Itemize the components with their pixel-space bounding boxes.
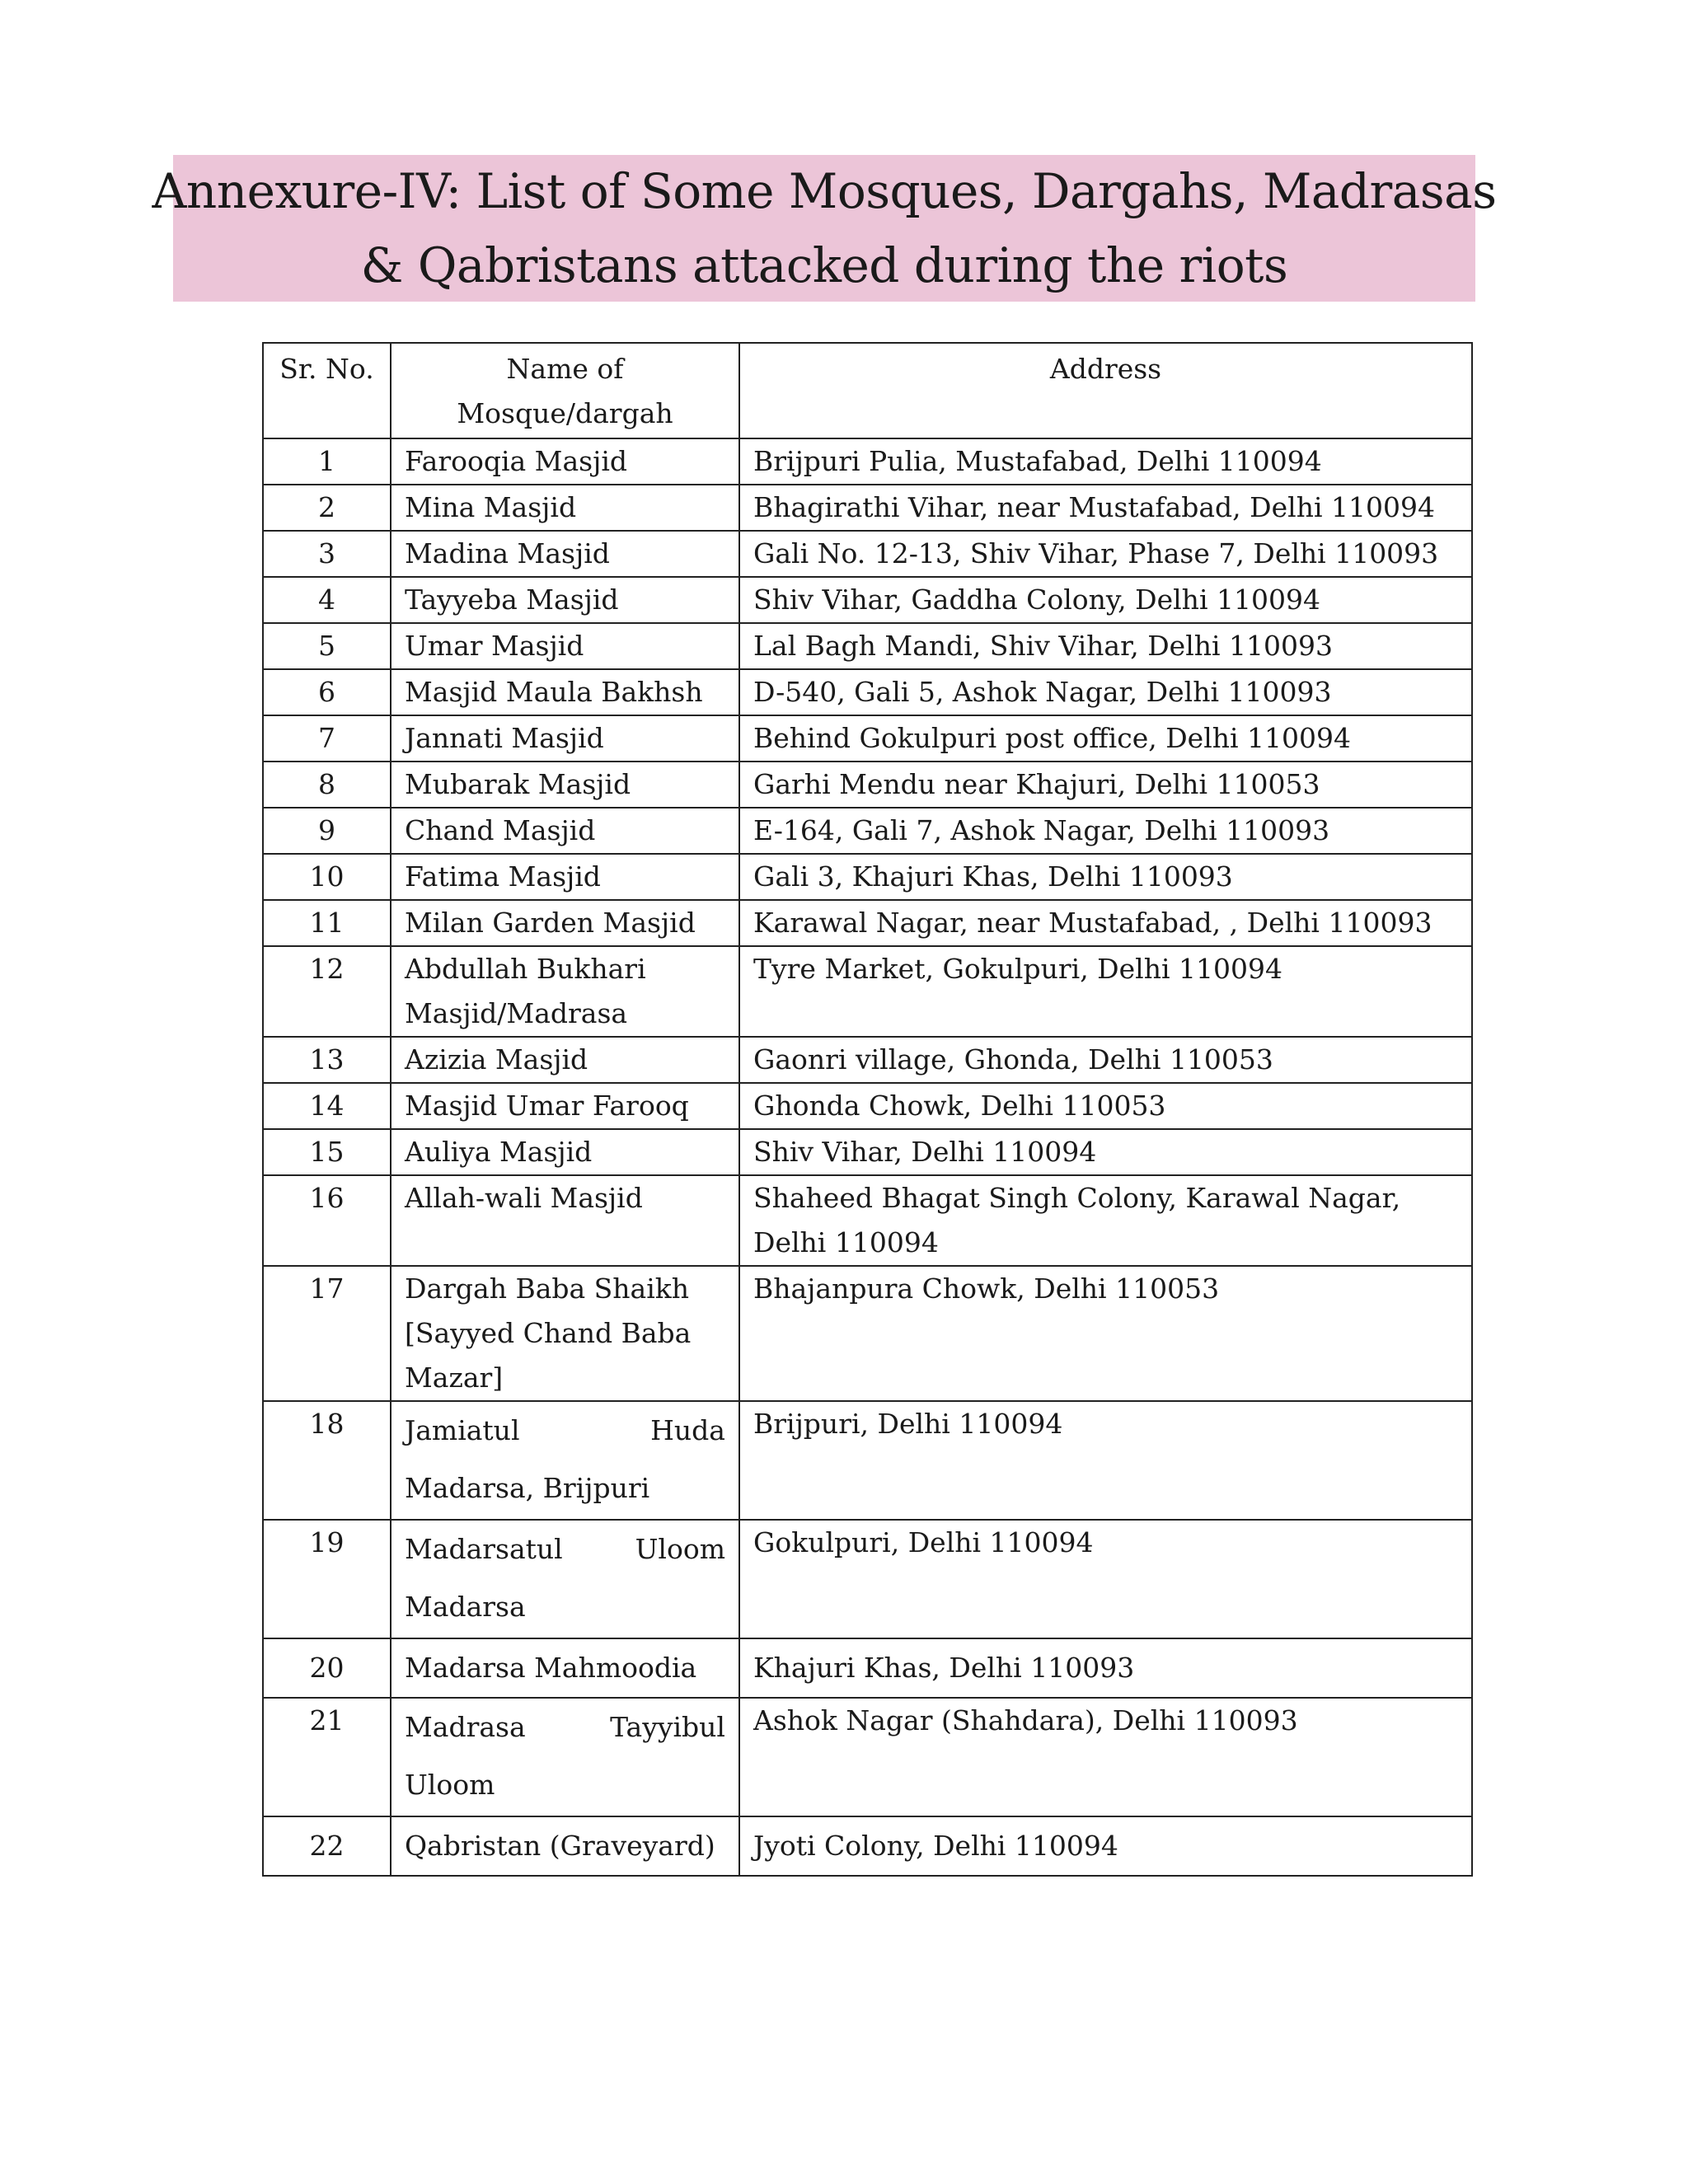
- cell-sr-no: 7: [263, 715, 391, 762]
- table-row: [263, 1083, 1472, 1129]
- table-row: [263, 1638, 1472, 1698]
- cell-name: Auliya Masjid: [391, 1129, 739, 1175]
- cell-name: Mubarak Masjid: [391, 762, 739, 808]
- table-row: [263, 669, 1472, 715]
- cell-address: Tyre Market, Gokulpuri, Delhi 110094: [739, 946, 1472, 1037]
- cell-name: Farooqia Masjid: [391, 438, 739, 485]
- page-title-line-1: Annexure-IV: List of Some Mosques, Dargahs, Madrasas: [152, 163, 1497, 219]
- cell-name: Milan Garden Masjid: [391, 900, 739, 946]
- cell-sr-no: 13: [263, 1037, 391, 1083]
- table-row: [263, 1816, 1472, 1876]
- table-row: [263, 1401, 1472, 1520]
- cell-name: Allah-wali Masjid: [391, 1175, 739, 1266]
- cell-address: Bhajanpura Chowk, Delhi 110053: [739, 1266, 1472, 1401]
- cell-name: Fatima Masjid: [391, 854, 739, 900]
- cell-name: Dargah Baba Shaikh [Sayyed Chand Baba Mazar]: [391, 1266, 739, 1401]
- table-row: [263, 577, 1472, 623]
- cell-address: Brijpuri, Delhi 110094: [739, 1401, 1472, 1520]
- cell-sr-no: 14: [263, 1083, 391, 1129]
- cell-name: Masjid Umar Farooq: [391, 1083, 739, 1129]
- cell-name: Umar Masjid: [391, 623, 739, 669]
- cell-address: Lal Bagh Mandi, Shiv Vihar, Delhi 110093: [739, 623, 1472, 669]
- cell-address: Jyoti Colony, Delhi 110094: [739, 1816, 1472, 1876]
- header-name-line-2: Mosque/dargah: [457, 397, 673, 429]
- cell-address: Behind Gokulpuri post office, Delhi 110094: [739, 715, 1472, 762]
- header-address: Address: [739, 343, 1472, 438]
- table-row: [263, 854, 1472, 900]
- cell-name: Masjid Maula Bakhsh: [391, 669, 739, 715]
- page-title-banner: [152, 155, 1497, 302]
- cell-name: Madrasa Tayyibul Uloom: [391, 1698, 739, 1816]
- header-sr-no: Sr. No.: [263, 343, 391, 438]
- cell-address: D-540, Gali 5, Ashok Nagar, Delhi 110093: [739, 669, 1472, 715]
- cell-name: Jannati Masjid: [391, 715, 739, 762]
- cell-name: Madina Masjid: [391, 531, 739, 577]
- cell-sr-no: 4: [263, 577, 391, 623]
- cell-sr-no: 12: [263, 946, 391, 1037]
- cell-address: Karawal Nagar, near Mustafabad, , Delhi 110093: [739, 900, 1472, 946]
- cell-address: Shaheed Bhagat Singh Colony, Karawal Nagar, Delhi 110094: [739, 1175, 1472, 1266]
- table-row: [263, 946, 1472, 1037]
- cell-sr-no: 17: [263, 1266, 391, 1401]
- header-name-line-1: Name of: [506, 353, 624, 385]
- page-title-line-2: & Qabristans attacked during the riots: [360, 237, 1288, 293]
- cell-sr-no: 22: [263, 1816, 391, 1876]
- cell-name: Qabristan (Graveyard): [391, 1816, 739, 1876]
- cell-name: Mina Masjid: [391, 485, 739, 531]
- cell-sr-no: 8: [263, 762, 391, 808]
- cell-sr-no: 2: [263, 485, 391, 531]
- table-row: [263, 900, 1472, 946]
- cell-sr-no: 19: [263, 1520, 391, 1638]
- table-row: [263, 485, 1472, 531]
- cell-address: Brijpuri Pulia, Mustafabad, Delhi 110094: [739, 438, 1472, 485]
- cell-sr-no: 15: [263, 1129, 391, 1175]
- cell-sr-no: 20: [263, 1638, 391, 1698]
- table-row: [263, 1175, 1472, 1266]
- cell-name: Chand Masjid: [391, 808, 739, 854]
- cell-sr-no: 18: [263, 1401, 391, 1520]
- table-row: [263, 623, 1472, 669]
- cell-sr-no: 9: [263, 808, 391, 854]
- table-row: [263, 1698, 1472, 1816]
- cell-address: Bhagirathi Vihar, near Mustafabad, Delhi 110094: [739, 485, 1472, 531]
- cell-address: Gokulpuri, Delhi 110094: [739, 1520, 1472, 1638]
- table-row: [263, 762, 1472, 808]
- cell-sr-no: 21: [263, 1698, 391, 1816]
- header-name: [391, 343, 739, 438]
- table-row: [263, 715, 1472, 762]
- cell-address: Gali No. 12-13, Shiv Vihar, Phase 7, Delhi 110093: [739, 531, 1472, 577]
- cell-sr-no: 11: [263, 900, 391, 946]
- cell-address: Shiv Vihar, Gaddha Colony, Delhi 110094: [739, 577, 1472, 623]
- cell-address: Ghonda Chowk, Delhi 110053: [739, 1083, 1472, 1129]
- cell-sr-no: 3: [263, 531, 391, 577]
- cell-name: Azizia Masjid: [391, 1037, 739, 1083]
- table-row: [263, 1520, 1472, 1638]
- cell-address: Gali 3, Khajuri Khas, Delhi 110093: [739, 854, 1472, 900]
- annexure-table: [262, 342, 1473, 1877]
- cell-name: Abdullah Bukhari Masjid/Madrasa: [391, 946, 739, 1037]
- cell-name: Tayyeba Masjid: [391, 577, 739, 623]
- cell-address: Shiv Vihar, Delhi 110094: [739, 1129, 1472, 1175]
- table-header-row: [263, 343, 1472, 438]
- cell-name: Jamiatul Huda Madarsa, Brijpuri: [391, 1401, 739, 1520]
- cell-address: E-164, Gali 7, Ashok Nagar, Delhi 110093: [739, 808, 1472, 854]
- cell-address: Gaonri village, Ghonda, Delhi 110053: [739, 1037, 1472, 1083]
- table-row: [263, 808, 1472, 854]
- table-row: [263, 1129, 1472, 1175]
- table-row: [263, 438, 1472, 485]
- table-row: [263, 1266, 1472, 1401]
- cell-sr-no: 5: [263, 623, 391, 669]
- table-row: [263, 531, 1472, 577]
- cell-address: Ashok Nagar (Shahdara), Delhi 110093: [739, 1698, 1472, 1816]
- cell-sr-no: 6: [263, 669, 391, 715]
- cell-sr-no: 1: [263, 438, 391, 485]
- cell-address: Khajuri Khas, Delhi 110093: [739, 1638, 1472, 1698]
- table-row: [263, 1037, 1472, 1083]
- cell-sr-no: 16: [263, 1175, 391, 1266]
- cell-sr-no: 10: [263, 854, 391, 900]
- cell-address: Garhi Mendu near Khajuri, Delhi 110053: [739, 762, 1472, 808]
- cell-name: Madarsatul Uloom Madarsa: [391, 1520, 739, 1638]
- cell-name: Madarsa Mahmoodia: [391, 1638, 739, 1698]
